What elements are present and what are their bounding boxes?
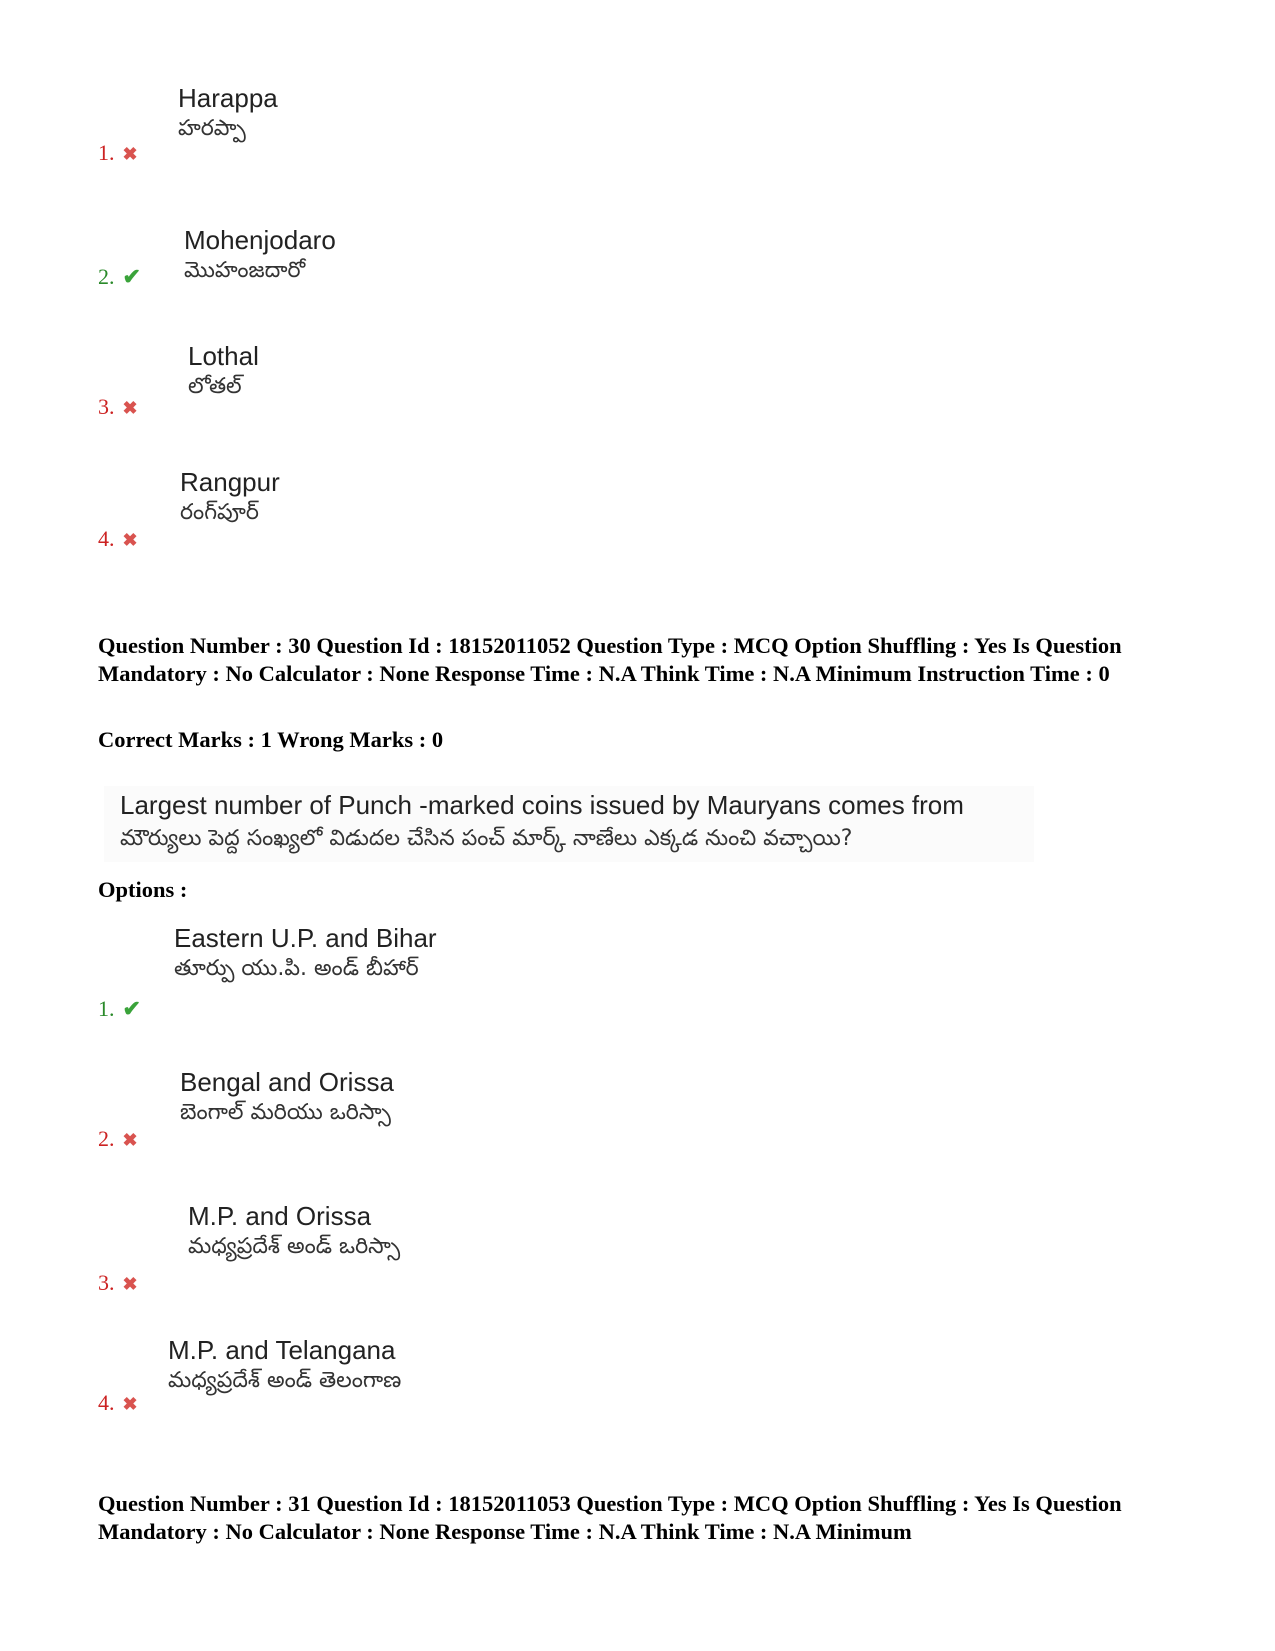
question-meta: Question Number : 31 Question Id : 18152011053 Question Type : MCQ Option Shuffling : Yes Is Question Mandatory : No Calculator : None Response Time : N.A Think Time : N.A Minimum <box>98 1491 1122 1544</box>
check-icon: ✔ <box>122 996 141 1021</box>
option-text-te: బెంగాల్ మరియు ఒరిస్సా <box>180 1100 391 1125</box>
option-text-te: రంగ్‌పూర్ <box>180 500 259 525</box>
option-image-text <box>188 1200 400 1262</box>
option-number: 2. <box>98 1126 115 1151</box>
cross-icon: ✖ <box>122 1274 138 1294</box>
option-text-en: Harappa <box>178 83 278 113</box>
option-number: 4. <box>98 526 115 551</box>
cross-icon: ✖ <box>122 1130 138 1150</box>
option-text-te: లోతల్ <box>188 374 242 399</box>
option-text-te: తూర్పు యు.పి. అండ్ బీహార్ <box>174 956 419 981</box>
option-text-en: Rangpur <box>180 467 280 497</box>
options-label: Options : <box>98 877 188 902</box>
question-text-te: మౌర్యులు పెద్ద సంఖ్యలో విడుదల చేసిన పంచ్ మార్క్ నాణేలు ఎక్కడ నుంచి వచ్చాయి? <box>120 826 853 851</box>
option-number: 3. <box>98 1270 115 1295</box>
cross-icon: ✖ <box>122 398 138 418</box>
option-text-te: మధ్యప్రదేశ్ అండ్ ఒరిస్సా <box>188 1234 401 1259</box>
option-number: 2. <box>98 264 115 289</box>
option-text-en: M.P. and Orissa <box>188 1201 372 1231</box>
option-number: 3. <box>98 394 115 419</box>
option-text-en: Lothal <box>188 341 259 371</box>
cross-icon: ✖ <box>122 1394 138 1414</box>
option-image-text <box>174 922 437 984</box>
option-image-text <box>184 224 336 286</box>
option-text-en: M.P. and Telangana <box>168 1335 396 1365</box>
check-icon: ✔ <box>122 264 141 289</box>
option-image-text <box>180 466 280 528</box>
option-image-text <box>188 340 259 402</box>
option-text-en: Eastern U.P. and Bihar <box>174 923 437 953</box>
option-number: 4. <box>98 1390 115 1415</box>
option-number: 1. <box>98 996 115 1021</box>
question-text-en: Largest number of Punch -marked coins issued by Mauryans comes from <box>120 790 964 820</box>
option-text-en: Bengal and Orissa <box>180 1067 394 1097</box>
cross-icon: ✖ <box>122 530 138 550</box>
option-number: 1. <box>98 140 115 165</box>
option-image-text <box>180 1066 394 1128</box>
option-text-te: మధ్యప్రదేశ్ అండ్ తెలంగాణ <box>168 1368 402 1393</box>
option-text-te: మొహంజదారో <box>184 258 306 283</box>
option-image-text <box>178 82 278 144</box>
marks-line: Correct Marks : 1 Wrong Marks : 0 <box>98 727 444 752</box>
option-text-te: హరప్పా <box>178 116 246 141</box>
option-image-text <box>168 1334 401 1396</box>
option-text-en: Mohenjodaro <box>184 225 336 255</box>
cross-icon: ✖ <box>122 144 138 164</box>
question-meta: Question Number : 30 Question Id : 18152011052 Question Type : MCQ Option Shuffling : Yes Is Question Mandatory : No Calculator : None Response Time : N.A Think Time : N.A Minimum Instruction Time : 0 <box>98 633 1122 686</box>
question-text <box>104 786 1034 862</box>
